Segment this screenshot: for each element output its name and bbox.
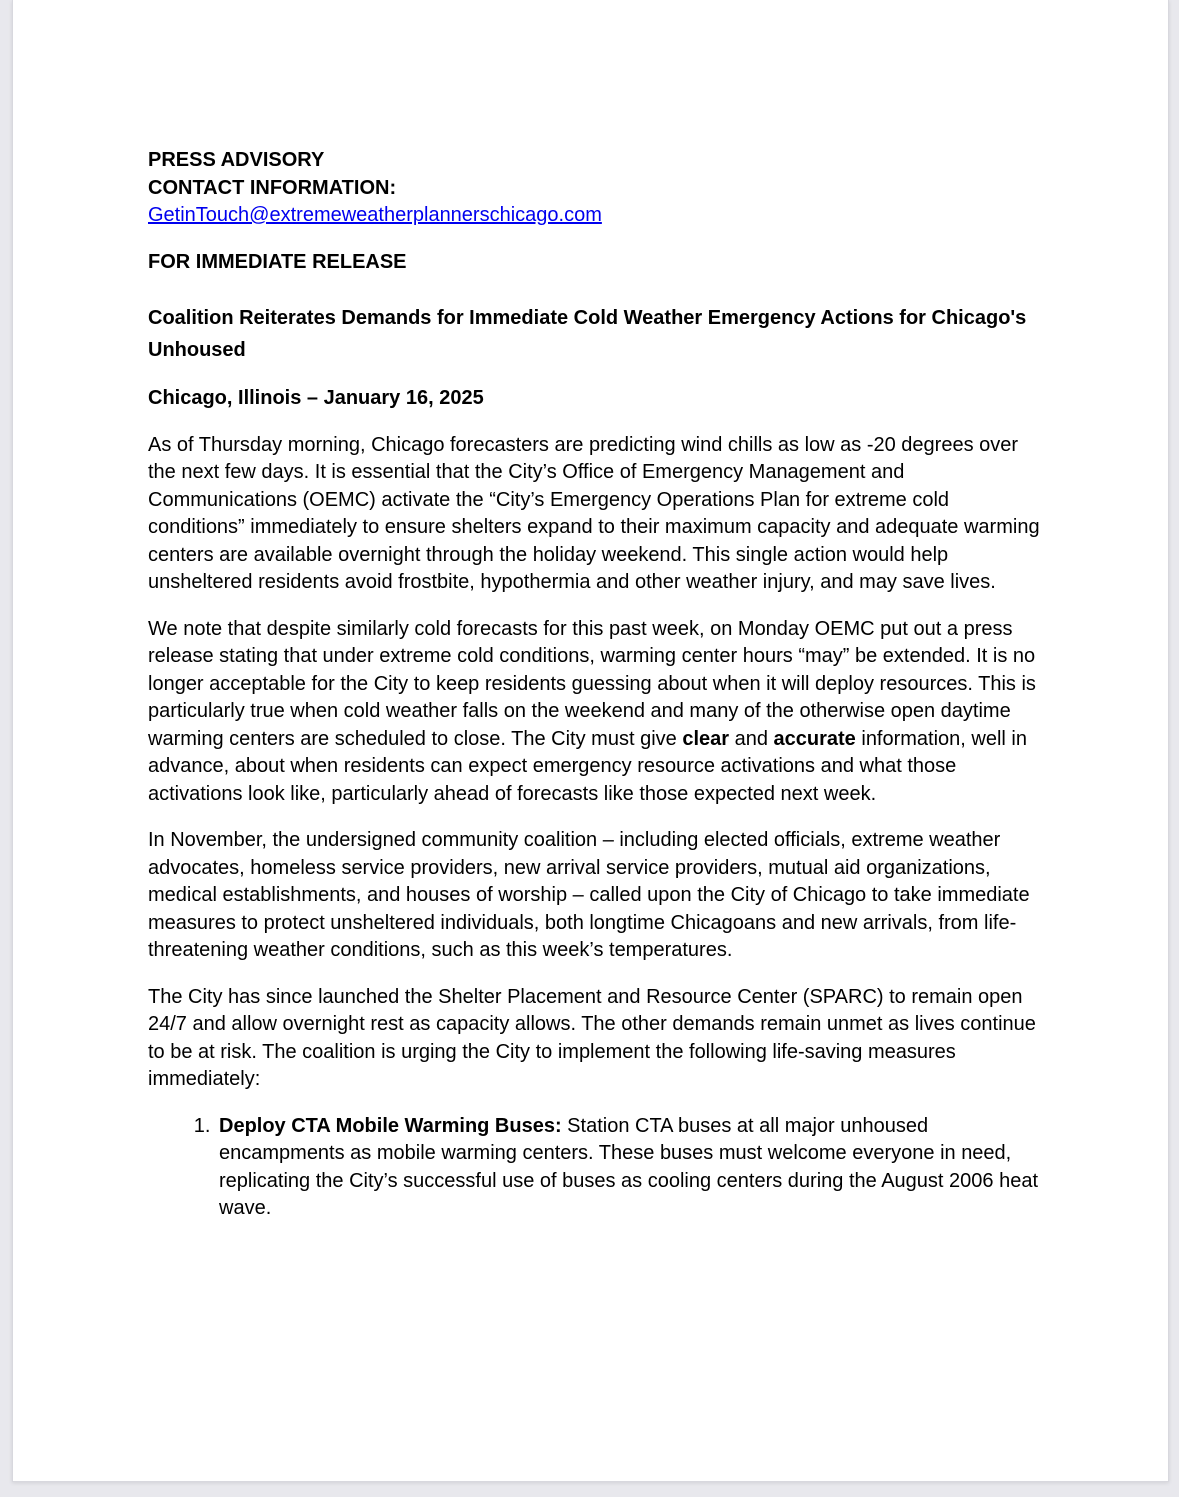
body-paragraph: The City has since launched the Shelter Placement and Resource Center (SPARC) to remain open 24/7 and allow overnight rest as capacity allows. The other demands remain unmet as lives continue to be at risk. The coalition is urging the City to implement the following life-saving measures immediately: <box>148 985 1036 1090</box>
document-page <box>12 0 1169 1482</box>
body-paragraph: In November, the undersigned community coalition – including elected officials, extreme weather advocates, homeless service providers, new arrival service providers, mutual aid organizations, medical establishments, and houses of worship – called upon the City of Chicago to take immediate measures to protect unsheltered individuals, both longtime Chicagoans and new arrivals, from life-threatening weather conditions, such as this week’s temperatures. <box>148 829 1030 961</box>
body-paragraphs <box>148 432 1040 1094</box>
contact-email-link[interactable]: GetinTouch@extremeweatherplannerschicago.com <box>148 204 602 226</box>
demand-list-item: 1. Deploy CTA Mobile Warming Buses: Station CTA buses at all major unhoused encampments as mobile warming centers. These buses must welcome everyone in need, replicating the City’s successful use of buses as cooling centers during the August 2006 heat wave. <box>216 1113 1040 1223</box>
press-advisory-label: PRESS ADVISORY <box>148 149 325 171</box>
body-paragraph: As of Thursday morning, Chicago forecasters are predicting wind chills as low as -20 degrees over the next few days. It is essential that the City’s Office of Emergency Management and Communications (OEMC) activate the “City’s Emergency Operations Plan for extreme cold conditions” immediately to ensure shelters expand to their maximum capacity and adequate warming centers are available overnight through the holiday weekend. This single action would help unsheltered residents avoid frostbite, hypothermia and other weather injury, and may save lives. <box>148 433 1040 593</box>
contact-email-row <box>148 202 1040 230</box>
contact-information-label: CONTACT INFORMATION: <box>148 176 397 199</box>
dateline: Chicago, Illinois – January 16, 2025 <box>148 387 484 409</box>
document-content <box>13 0 1168 1223</box>
body-paragraph: We note that despite similarly cold forecasts for this past week, on Monday OEMC put out a press release stating that under extreme cold conditions, warming center hours “may” be extended. It is no longer acceptable for the City to keep residents guessing about when it will deploy resources. This is particularly true when cold weather falls on the weekend and many of the otherwise open daytime warming centers are scheduled to close. The City must give clear and accurate information, well in advance, about when residents can expect emergency resource activations and what those activations look like, particularly ahead of forecasts like those expected next week. <box>148 617 1036 805</box>
document-title: Coalition Reiterates Demands for Immediate Cold Weather Emergency Actions for Chicago's Unhoused <box>148 307 1027 361</box>
demands-list <box>148 1113 1040 1223</box>
for-immediate-release-label: FOR IMMEDIATE RELEASE <box>148 250 407 273</box>
